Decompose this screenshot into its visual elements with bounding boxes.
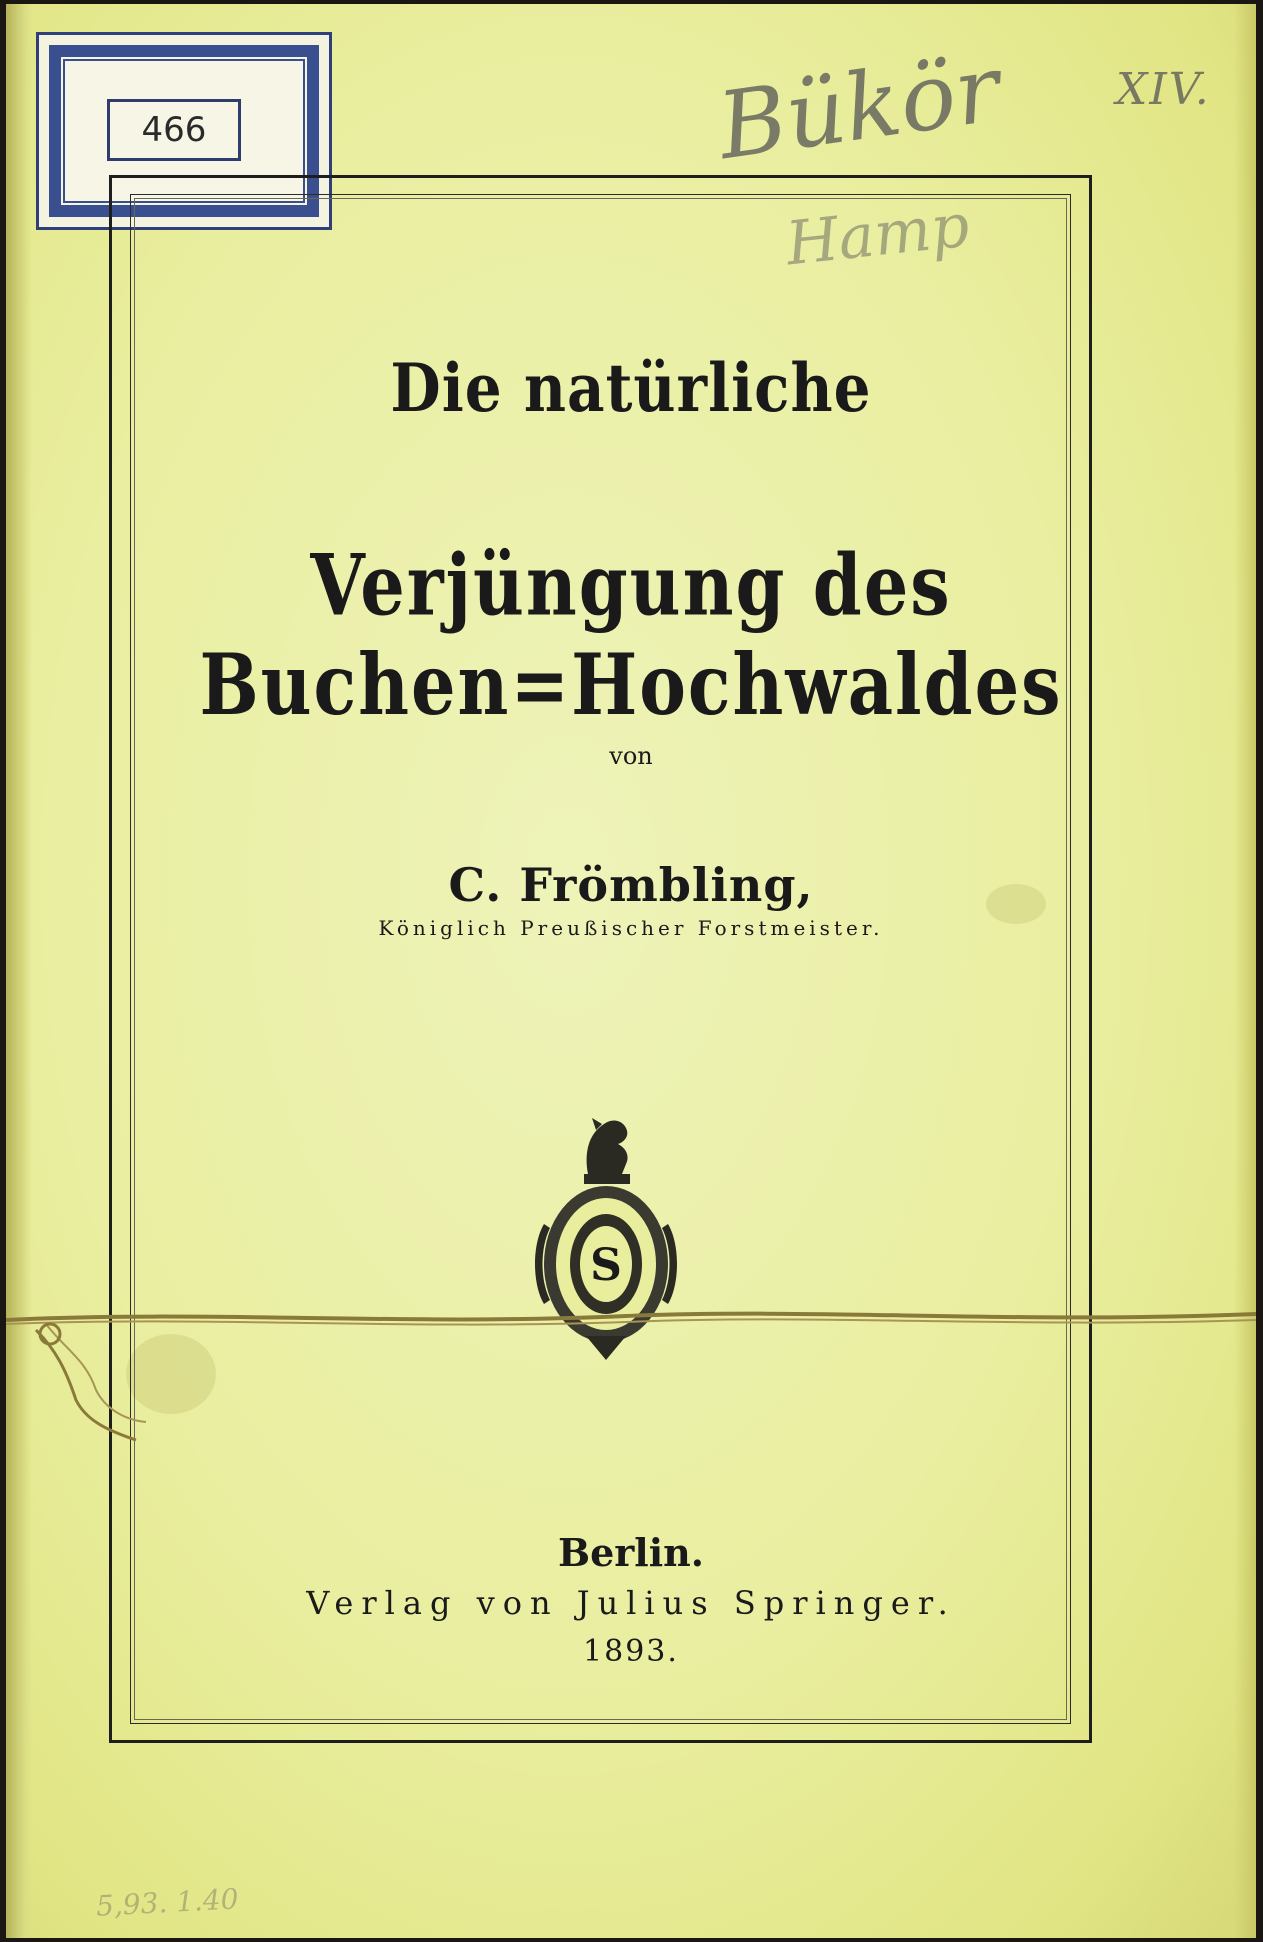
handwritten-bottom-note: 5,93. 1.40 bbox=[95, 1882, 240, 1923]
emblem-letter: S bbox=[590, 1240, 622, 1291]
imprint-year: 1893. bbox=[583, 1634, 679, 1669]
handwritten-name: Bükör bbox=[711, 34, 1007, 181]
author-position: Königlich Preußischer Forstmeister. bbox=[378, 916, 884, 940]
imprint-publisher: Verlag von Julius Springer. bbox=[306, 1584, 956, 1622]
title-line-2: Verjüngung des Buchen=Hochwaldes bbox=[199, 535, 1063, 735]
author-name: C. Frömbling, bbox=[448, 858, 814, 912]
string-knot bbox=[16, 1310, 156, 1450]
book-cover bbox=[6, 4, 1256, 1938]
imprint-city: Berlin. bbox=[557, 1530, 705, 1575]
binding-string bbox=[6, 1304, 1256, 1334]
title-line-1: Die natürliche bbox=[390, 348, 872, 428]
label-number: 466 bbox=[107, 99, 241, 161]
handwritten-note: Hamp bbox=[782, 190, 973, 280]
by-word: von bbox=[609, 742, 653, 770]
handwritten-volume: XIV. bbox=[1116, 64, 1211, 115]
